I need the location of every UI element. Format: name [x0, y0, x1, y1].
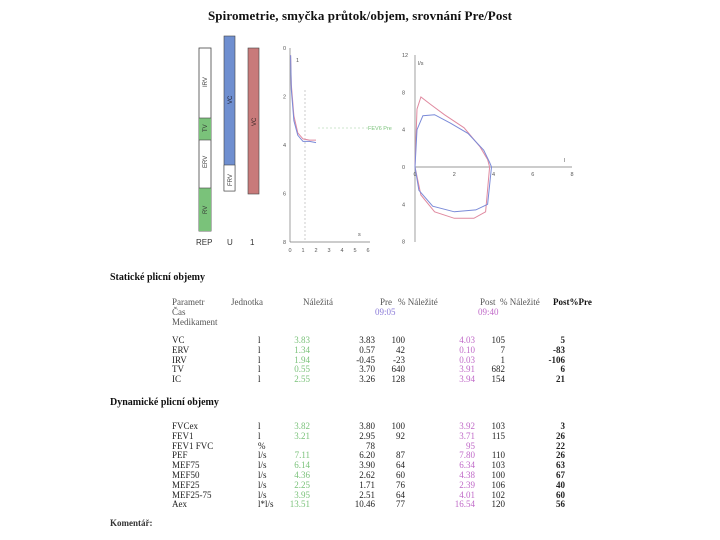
dynamic-heading: Dynamické plicní objemy [110, 397, 219, 408]
vt-y-tick: 8 [283, 240, 287, 246]
dynamic-cell-post-pct: 110 [491, 450, 505, 461]
static-cell-pre-pct: 42 [396, 344, 405, 355]
dynamic-cell-param: PEF [172, 450, 188, 461]
fv-y-tick: 12 [402, 53, 409, 59]
vt-y-tick: 6 [283, 191, 287, 198]
dynamic-cell-post: 4.01 [459, 489, 475, 500]
dynamic-cell-pre-pct: 92 [396, 430, 405, 441]
u-bar-caption: U [227, 238, 233, 247]
static-cell-pre-pct: 100 [391, 335, 405, 345]
page-title: Spirometrie, smyčka průtok/objem, srovnání Pre/Post [207, 8, 513, 23]
static-cell-post: 0.03 [459, 354, 475, 365]
dynamic-cell-pre: 3.80 [359, 421, 375, 431]
dynamic-cell-pre: 78 [366, 440, 375, 451]
static-cell-post-pct: 682 [491, 364, 505, 375]
dynamic-cell-pred: 6.14 [294, 460, 310, 471]
dynamic-cell-postpre: 60 [556, 489, 565, 500]
dynamic-cell-post: 95 [466, 440, 475, 451]
hdr-postpre: Post%Pre [553, 297, 592, 307]
dynamic-cell-postpre: 22 [556, 440, 565, 451]
dynamic-cell-pred: 3.95 [294, 489, 310, 500]
static-cell-pred: 1.94 [294, 354, 310, 365]
vt-series-pre [291, 55, 316, 140]
dynamic-cell-pre: 3.90 [359, 460, 375, 471]
dynamic-cell-unit: l/s [258, 479, 267, 490]
dynamic-cell-unit: l [258, 430, 261, 441]
static-cell-postpre: 6 [560, 364, 565, 375]
fv-x-tick: 8 [570, 172, 574, 178]
static-cell-post-pct: 154 [491, 374, 505, 385]
rep-bar-caption: REP [196, 238, 213, 247]
fv-y-tick: 0 [402, 165, 406, 171]
pre-time: 09:05 [375, 307, 396, 317]
static-cell-param: VC [172, 335, 185, 345]
med-label: Medikament [172, 317, 218, 327]
static-cell-postpre: -83 [553, 344, 565, 355]
dynamic-cell-postpre: 56 [556, 499, 565, 510]
vt-y-tick: 2 [283, 94, 287, 101]
static-cell-post: 4.03 [459, 335, 475, 345]
hdr-post-pct: % Náležité [500, 297, 540, 307]
static-cell-param: IRV [172, 354, 187, 365]
fev6-annotation: FEV6 Pre [368, 126, 392, 132]
dynamic-cell-postpre: 40 [556, 479, 565, 490]
dynamic-cell-post-pct: 100 [491, 470, 505, 480]
dynamic-cell-pre: 10.46 [354, 499, 375, 510]
static-cell-postpre: 21 [556, 374, 565, 385]
static-cell-pre-pct: -23 [393, 354, 405, 365]
static-cell-pre-pct: 128 [391, 374, 405, 385]
static-cell-postpre: -106 [548, 354, 565, 365]
hdr-pre-pct: % Náležité [398, 297, 438, 307]
dynamic-cell-pre-pct: 76 [396, 479, 405, 490]
static-cell-post: 3.91 [459, 364, 475, 375]
dynamic-cell-post-pct: 115 [491, 430, 505, 441]
fv-x-tick: 6 [531, 172, 535, 178]
dynamic-cell-post: 4.38 [459, 470, 475, 480]
dynamic-cell-unit: l [258, 421, 261, 431]
hdr-unit: Jednotka [231, 297, 263, 307]
dynamic-cell-pred: 3.21 [294, 430, 310, 441]
vt-x-tick: 5 [353, 248, 357, 254]
time-label: Čas [172, 307, 186, 317]
static-cell-pre: 3.70 [359, 364, 375, 375]
static-cell-unit: l [258, 374, 261, 385]
static-cell-unit: l [258, 335, 261, 345]
dynamic-cell-post-pct: 103 [491, 421, 505, 431]
dynamic-cell-param: FEV1 FVC [172, 440, 214, 451]
vt-x-tick: 2 [314, 248, 318, 254]
static-cell-unit: l [258, 354, 261, 365]
dynamic-cell-pred: 2.25 [294, 479, 310, 490]
dynamic-cell-param: Aex [172, 499, 187, 510]
dynamic-cell-pre: 2.62 [359, 470, 375, 480]
one-vc-label: VC [252, 117, 258, 126]
fv-y-tick: 4 [402, 202, 406, 209]
dynamic-cell-param: MEF25 [172, 479, 200, 490]
static-cell-post-pct: 105 [491, 335, 505, 345]
dynamic-cell-post-pct: 106 [491, 479, 505, 490]
static-cell-pre: -0.45 [356, 354, 375, 365]
static-cell-pred: 2.55 [294, 374, 310, 385]
static-cell-postpre: 5 [560, 335, 565, 345]
vt-series-post [291, 55, 316, 142]
dynamic-cell-param: MEF25-75 [172, 489, 212, 500]
vt-y-tick: 4 [283, 143, 287, 149]
dynamic-cell-param: FEV1 [172, 430, 194, 441]
dynamic-cell-pre: 1.71 [359, 479, 375, 490]
u-volume-bar [224, 36, 235, 191]
vt-y-axis-label: 1 [296, 58, 300, 64]
post-time: 09:40 [478, 307, 499, 317]
dynamic-cell-pred: 13.51 [289, 499, 310, 510]
dynamic-cell-param: MEF50 [172, 470, 200, 480]
dynamic-cell-post: 3.71 [459, 430, 475, 441]
dynamic-cell-pre-pct: 77 [396, 499, 405, 510]
dynamic-cell-unit: % [258, 440, 266, 451]
dynamic-cell-param: MEF75 [172, 460, 200, 471]
static-cell-unit: l [258, 364, 261, 375]
static-cell-post-pct: 7 [500, 344, 505, 355]
fv-x-tick: 0 [413, 172, 417, 178]
dynamic-cell-pre-pct: 60 [396, 470, 405, 480]
dynamic-cell-pre-pct: 64 [396, 489, 405, 500]
dynamic-cell-pred: 3.82 [294, 421, 310, 431]
static-cell-unit: l [258, 344, 261, 355]
rep-erv-label: ERV [203, 155, 209, 168]
dynamic-cell-postpre: 26 [556, 430, 565, 441]
dynamic-cell-unit: l/s [258, 450, 267, 461]
dynamic-cell-post: 7.80 [459, 450, 475, 461]
static-cell-param: IC [172, 374, 181, 385]
hdr-pre: Pre [380, 297, 392, 307]
vt-y-tick: 0 [283, 46, 287, 52]
dynamic-cell-pre: 2.51 [359, 489, 375, 500]
fv-y-axis-label: l/s [418, 61, 424, 67]
dynamic-cell-postpre: 67 [556, 470, 565, 480]
static-cell-post: 0.10 [459, 344, 475, 355]
dynamic-cell-post-pct: 103 [491, 460, 505, 471]
one-bar-caption: 1 [250, 238, 255, 247]
dynamic-cell-pre: 2.95 [359, 430, 375, 441]
hdr-post: Post [480, 297, 496, 307]
dynamic-cell-unit: l/s [258, 460, 267, 471]
static-cell-pred: 0.55 [294, 364, 310, 375]
vt-x-tick: 1 [301, 248, 305, 254]
fv-y-tick: 8 [402, 90, 406, 97]
rep-rv-label: RV [203, 205, 209, 214]
dynamic-cell-pre: 6.20 [359, 450, 375, 461]
rep-irv-label: IRV [203, 77, 209, 87]
static-cell-pred: 3.83 [294, 335, 310, 345]
vt-x-tick: 0 [288, 248, 292, 254]
fv-x-axis-label: l [564, 158, 566, 164]
volume-time-chart [283, 46, 392, 254]
dynamic-cell-post: 2.39 [459, 479, 475, 490]
charts-area [0, 0, 720, 260]
dynamic-cell-pred: 7.11 [294, 450, 310, 461]
static-cell-pre: 0.57 [359, 344, 375, 355]
dynamic-cell-postpre: 63 [556, 460, 565, 471]
static-cell-post-pct: 1 [500, 354, 505, 365]
static-cell-pre-pct: 640 [391, 364, 405, 375]
u-frv-label: FRV [228, 174, 234, 186]
fv-x-tick: 2 [452, 172, 456, 178]
u-vc-label: VC [228, 95, 234, 104]
fv-x-tick: 4 [492, 172, 496, 178]
vt-x-tick: 3 [327, 248, 331, 254]
one-volume-bar [248, 48, 259, 194]
vt-x-axis-label: s [358, 232, 361, 238]
dynamic-cell-unit: l/s [258, 489, 267, 500]
static-cell-pre: 3.26 [359, 374, 375, 385]
dynamic-cell-post-pct: 120 [491, 499, 505, 510]
hdr-pred: Náležitá [303, 297, 333, 307]
dynamic-cell-post-pct: 102 [491, 489, 505, 500]
hdr-param: Parametr [172, 297, 205, 307]
dynamic-cell-pre-pct: 100 [391, 421, 405, 431]
dynamic-cell-unit: l/s [258, 470, 267, 480]
dynamic-cell-pred: 4.36 [294, 470, 310, 480]
flow-volume-chart [402, 53, 574, 246]
dynamic-cell-pre-pct: 64 [396, 460, 405, 471]
dynamic-cell-post: 6.34 [459, 460, 475, 471]
static-heading: Statické plicní objemy [110, 272, 205, 283]
static-cell-pre: 3.83 [359, 335, 375, 345]
static-cell-post: 3.94 [459, 374, 475, 385]
static-cell-param: ERV [172, 344, 190, 355]
dynamic-cell-unit: l*l/s [258, 499, 274, 510]
rep-volume-bar [199, 48, 211, 231]
dynamic-cell-post: 16.54 [454, 499, 475, 510]
comment-label: Komentář: [110, 518, 153, 528]
fv-series-post [415, 115, 492, 212]
static-cell-pred: 1.34 [294, 344, 310, 355]
dynamic-cell-param: FVCex [172, 421, 199, 431]
dynamic-cell-post: 3.92 [459, 421, 475, 431]
dynamic-cell-pre-pct: 87 [396, 450, 405, 461]
vt-x-tick: 6 [366, 248, 370, 254]
static-cell-param: TV [172, 364, 184, 375]
rep-tv-label: TV [203, 124, 209, 132]
fv-y-tick: 4 [402, 127, 406, 134]
dynamic-cell-postpre: 3 [560, 421, 565, 431]
vt-x-tick: 4 [340, 248, 344, 254]
fv-y-tick: 8 [402, 239, 406, 246]
dynamic-cell-postpre: 26 [556, 450, 565, 461]
